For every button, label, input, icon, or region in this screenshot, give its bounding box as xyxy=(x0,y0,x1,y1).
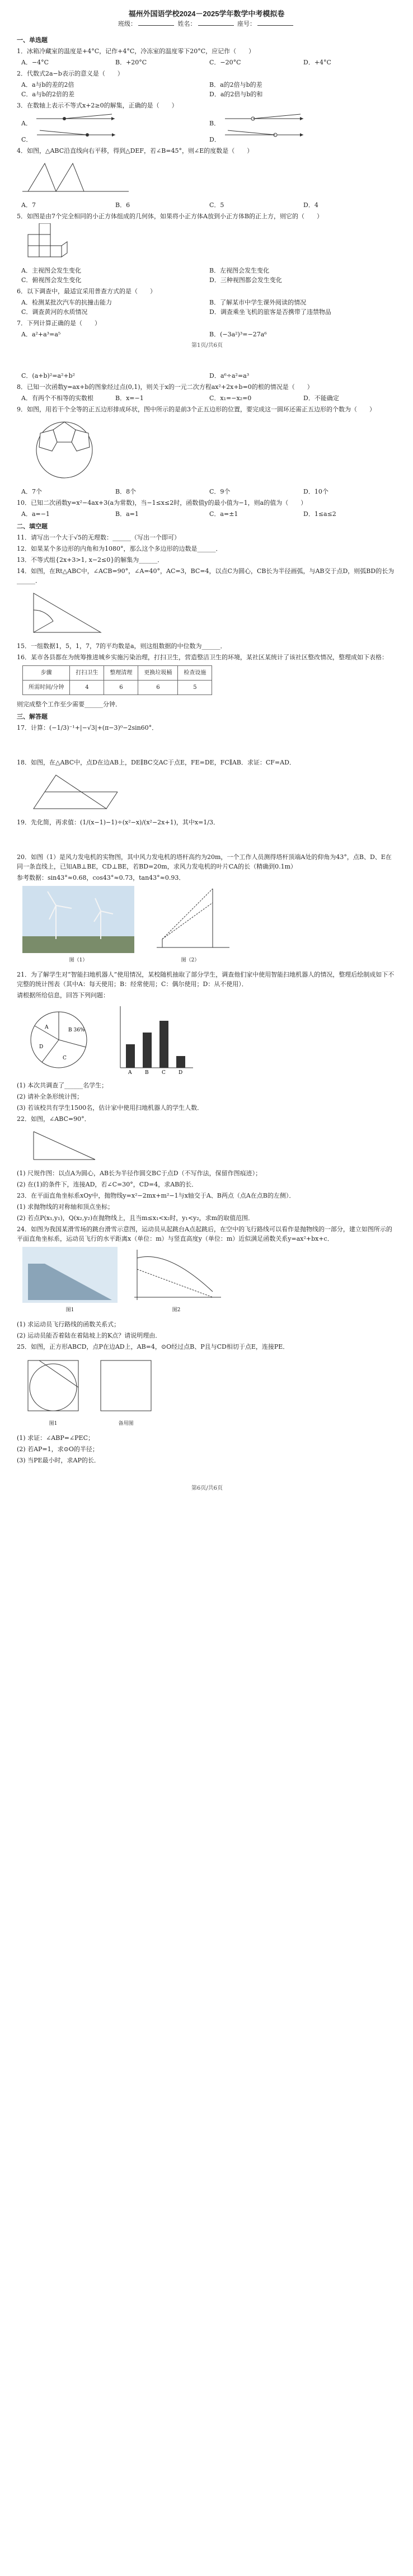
question-20-figures xyxy=(22,886,397,965)
square-circle-diagram xyxy=(22,1355,84,1416)
exam-title: 福州外国语学校2024－2025学年数学中考模拟卷 xyxy=(128,10,285,18)
id-label: 座号： xyxy=(237,20,256,27)
question-21-sub2: (2) 请补全条形统计图； xyxy=(17,1093,83,1100)
question-3-options xyxy=(21,112,397,144)
figure-caption: 图（1） xyxy=(69,958,88,963)
table-cell: 6 xyxy=(104,681,138,695)
question-2-options xyxy=(21,80,397,99)
option[interactable]: C．调查黄河的水质情况 xyxy=(21,308,88,316)
question-24-sub1: (1) 求运动员飞行路线的函数关系式； xyxy=(17,1321,120,1328)
option[interactable]: B．了解某市中学生课外阅读的情况 xyxy=(209,299,307,306)
section-solutions: 三、解答题 xyxy=(17,714,48,720)
bar-D xyxy=(176,1056,185,1068)
question-7: 7．下列计算正确的是（ ） xyxy=(17,320,101,327)
pie-label: A xyxy=(45,1025,49,1030)
bar-A xyxy=(126,1044,135,1068)
question-16: 16．某市各县都在为统筹推进城乡实施污染治理，打扫卫生，营造整洁卫生的环境，某社区某统计了该社区整改情况，整理成如下表格： xyxy=(17,654,388,661)
bar-B xyxy=(143,1033,152,1068)
wind-turbine-photo xyxy=(22,886,134,953)
option[interactable]: B． xyxy=(209,112,397,128)
question-15: 15．一组数据1，5，1，7，7的平均数是a，则这组数据的中位数为______． xyxy=(17,642,227,650)
pentagon-ring-figure xyxy=(22,416,106,484)
option[interactable]: A．有两个不相等的实数根 xyxy=(21,395,93,402)
question-10-options xyxy=(21,509,397,519)
option[interactable]: B．a的2倍与b的差 xyxy=(209,81,262,88)
question-9-options xyxy=(21,487,397,496)
option[interactable]: A．a²+a³=a⁵ xyxy=(21,331,61,338)
question-21: 21．为了解学生对“智能扫地机器人”使用情况，某校随机抽取了部分学生，调查他们家中使用智能扫地机器人的情况，整理后绘制成如下不完整的统计图表（其中A：每天使用；B：经常使用；C：偶尔使用；D：从不使用）． xyxy=(17,971,395,988)
student-info-line xyxy=(0,19,413,28)
ski-jump-graph-figure xyxy=(129,1247,224,1315)
option[interactable]: A．a与b的差的2倍 xyxy=(21,81,74,88)
question-24: 24．如图为我国某滑雪场的跳台滑雪示意图，运动员从起跳台A点起跳后，在空中的飞行路线可以看作是抛物线的一部分，建立如图所示的平面直角坐标系，运动员飞行的水平距离x（单位：m）与竖直高度y（单位：m）近似满足函数关系y=ax²+bx+c． xyxy=(17,1226,392,1242)
name-label: 姓名： xyxy=(177,20,196,27)
question-1: 1．冰箱冷藏室的温度是+4°C，记作+4°C，冷冻室的温度零下20°C，应记作（ ） xyxy=(17,48,255,55)
usage-bar-chart xyxy=(106,1003,196,1076)
table-row xyxy=(23,681,212,695)
option[interactable]: D．4 xyxy=(303,201,318,209)
question-25-figures xyxy=(22,1355,397,1429)
question-22: 22．如图，∠ABC=90°． xyxy=(17,1115,91,1123)
question-8: 8．已知一次函数y=ax+b的图象经过点(0,1)，则关于x的一元二次方程ax²+2x+b=0的根的情况是（ ） xyxy=(17,383,313,391)
question-9: 9．如图，用若干个全等的正五边形排成环状，图中所示的是前3个正五边形的位置，要完成这一圆环还需正五边形的个数为（ ） xyxy=(17,406,376,413)
question-23-sub2: (2) 若点P(x₁,y₁)，Q(x₂,y₂)在抛物线上，且当m≤x₁<x₂时，y₁<y₂，求m的取值范围． xyxy=(17,1214,255,1222)
wind-turbine-diagram xyxy=(146,886,235,953)
question-22-sub1: (1) 尺规作图：以点A为圆心，AB长为半径作圆交BC于点D（不写作法，保留作图痕迹）； xyxy=(17,1170,262,1177)
square-circle-figure xyxy=(22,1355,84,1429)
question-24-figures xyxy=(22,1247,397,1315)
question-20: 20．如图（1）是风力发电机的实物图，其中风力发电机的塔杆高约为20m，一个工作人员测得塔杆顶端A处的仰角为43°，点B、D、E在同一条直线上，已知AB⊥BE，CD⊥BE，若BD=20m，求风力发电机的叶片CA的长（精确到0.1m） xyxy=(17,853,392,870)
option[interactable]: C．俯视图会发生变化 xyxy=(21,276,82,284)
question-2: 2．代数式2a−b表示的意义是（ ） xyxy=(17,70,124,77)
option[interactable]: C．9个 xyxy=(209,488,231,495)
question-23: 23．在平面直角坐标系xOy中，抛物线y=x²−2mx+m²−1与x轴交于A、B两点（点A在点B的左侧）． xyxy=(17,1192,295,1199)
bar-tick-label: B xyxy=(145,1070,149,1076)
question-6-options xyxy=(21,298,397,317)
option[interactable]: A． xyxy=(21,112,209,128)
number-line-figure xyxy=(34,128,118,142)
bar-C xyxy=(159,1021,168,1068)
option[interactable]: C．x₁=−x₂=0 xyxy=(209,395,252,402)
option[interactable]: A．−4°C xyxy=(21,59,49,66)
question-21-prompt: 请根据所给信息，回答下列问题： xyxy=(17,992,109,999)
option[interactable]: B．(−3a²)³=−27a⁶ xyxy=(209,331,267,338)
ski-jump-photo-figure xyxy=(22,1247,118,1315)
name-blank[interactable] xyxy=(198,20,234,26)
option[interactable]: B．8个 xyxy=(115,488,137,495)
question-3: 3．在数轴上表示不等式x+2≥0的解集，正确的是（ ） xyxy=(17,102,178,109)
question-8-options xyxy=(21,393,397,403)
pie-label: C xyxy=(63,1055,67,1061)
table-row xyxy=(23,666,212,681)
question-1-options xyxy=(21,58,397,67)
option[interactable]: B．x=−1 xyxy=(115,395,144,402)
question-21-sub1: (1) 本次共调查了______名学生； xyxy=(17,1082,108,1089)
option[interactable]: C．−20°C xyxy=(209,59,241,66)
right-angle-figure xyxy=(22,1126,101,1165)
table-header-cell: 更换垃圾桶 xyxy=(138,666,178,681)
table-header-cell: 检查设施 xyxy=(178,666,212,681)
figure-caption: 图2 xyxy=(172,1307,181,1313)
wind-turbine-photo-figure xyxy=(22,886,134,965)
table-cell: 4 xyxy=(70,681,104,695)
option[interactable]: A．检测某批次汽车的抗撞击能力 xyxy=(21,299,112,306)
table-cell: 所需时间/分钟 xyxy=(23,681,70,695)
exam-content xyxy=(17,32,397,1493)
cleanup-steps-table xyxy=(22,665,212,695)
question-17: 17．计算：(−1/3)⁻¹+|−√3|+(π−3)⁰−2sin60°． xyxy=(17,724,158,731)
question-12: 12．如果某个多边形的内角和为1080°，那么这个多边形的边数是______． xyxy=(17,545,222,552)
wind-turbine-diagram-figure xyxy=(146,886,235,965)
option[interactable]: B．a=1 xyxy=(115,510,139,518)
parallelogram-triangle-figure xyxy=(22,769,123,814)
table-header-cell: 整理清理 xyxy=(104,666,138,681)
question-18: 18．如图，在△ABC中，点D在边AB上，DE∥BC交AC于点E，FE=DE，FC∥AB．求证：CF=AD． xyxy=(17,759,295,766)
question-25: 25．如图，正方形ABCD，点P在边AD上，AB=4，⊙O经过点B、P且与CD相切于点E，连接PE． xyxy=(17,1343,289,1350)
pie-label: D xyxy=(39,1044,44,1050)
question-22-sub2: (2) 在(1)的条件下，连接AD，若∠C=30°，CD=4，求AB的长． xyxy=(17,1181,198,1188)
ski-jump-graph xyxy=(129,1247,224,1303)
question-21-sub3: (3) 若该校共有学生1500名，估计家中使用扫地机器人的学生人数． xyxy=(17,1104,204,1111)
option[interactable]: B．左视图会发生变化 xyxy=(209,267,270,274)
option[interactable]: B．+20°C xyxy=(115,59,147,66)
question-21-figures xyxy=(22,1003,397,1076)
option[interactable]: C．a=±1 xyxy=(209,510,238,518)
question-10: 10．已知二次函数y=x²−4ax+3(a为常数)，当−1≤x≤2时，函数值y的最小值为−1，则a的值为（ ） xyxy=(17,499,307,506)
question-13: 13．不等式组{2x+3>1, x−2≤0}的解集为______． xyxy=(17,556,164,564)
page-footer: 第6页/共6页 xyxy=(191,1485,223,1491)
ski-jump-photo xyxy=(22,1247,118,1303)
usage-pie-chart xyxy=(22,1003,95,1076)
option[interactable]: A．7个 xyxy=(21,488,42,495)
question-5: 5．如图是由7个完全相同的小正方体组成的几何体，如果将小正方体A放到小正方体B的正上方，则它的（ ） xyxy=(17,213,323,220)
right-triangle-arc-figure xyxy=(22,588,112,638)
question-25-sub1: (1) 求证：∠ABP=∠PEC； xyxy=(17,1434,95,1442)
question-5-options xyxy=(21,266,397,285)
table-cell: 6 xyxy=(138,681,178,695)
number-line-figure xyxy=(222,128,306,142)
bar-tick-label: A xyxy=(128,1070,132,1076)
question-4-options xyxy=(21,200,397,210)
question-6: 6．以下调查中，最适宜采用普查方式的是（ ） xyxy=(17,288,156,295)
figure-caption: 图（2） xyxy=(181,958,200,963)
option[interactable]: C．a与b的2倍的差 xyxy=(21,91,75,98)
option[interactable]: A．7 xyxy=(21,201,36,209)
option[interactable]: D．a的2倍与b的和 xyxy=(209,91,263,98)
question-19: 19．先化简，再求值：(1/(x−1)−1)÷(x²−x)/(x²−2x+1)，其中x=1/3． xyxy=(17,819,219,826)
question-7-options-continued xyxy=(21,371,397,381)
section-single-choice: 一、单选题 xyxy=(17,37,48,44)
question-16-tail: 则完成整个工作至少需要______分钟． xyxy=(17,701,121,708)
option[interactable]: D．不能确定 xyxy=(303,395,339,402)
option[interactable]: D．+4°C xyxy=(303,59,331,66)
number-line-figure xyxy=(222,112,306,125)
option[interactable]: C．(a+b)²=a²+b² xyxy=(21,372,76,379)
class-label: 班级： xyxy=(118,20,137,27)
table-header-cell: 打扫卫生 xyxy=(70,666,104,681)
section-fill-in: 二、填空题 xyxy=(17,523,48,530)
question-11: 11．请写出一个大于√5的无理数：______（写出一个即可） xyxy=(17,534,181,541)
question-14: 14．如图，在Rt△ABC中，∠ACB=90°，∠A=40°，AC=3，BC=4，以点C为圆心，CB长为半径画弧，与AB交于点D，则弧BD的长为______． xyxy=(17,567,395,584)
triangle-translation-figure xyxy=(22,158,134,197)
table-header-cell: 步骤 xyxy=(23,666,70,681)
figure-caption: 图1 xyxy=(65,1307,74,1313)
option[interactable]: D． xyxy=(209,128,397,144)
question-7-options xyxy=(21,330,397,339)
question-20-reference: 参考数据：sin43°≈0.68，cos43°≈0.73，tan43°≈0.93． xyxy=(17,874,185,881)
option[interactable]: C． xyxy=(21,128,209,144)
option[interactable]: C．5 xyxy=(209,201,224,209)
question-24-sub2: (2) 运动员能否着陆在着陆坡上的K点？请说明理由． xyxy=(17,1332,162,1339)
page-footer: 第1页/共6页 xyxy=(191,342,223,349)
bar-tick-label: C xyxy=(162,1070,166,1076)
table-cell: 5 xyxy=(178,681,212,695)
square-spare-diagram xyxy=(95,1355,157,1416)
figure-caption: 图1 xyxy=(49,1421,58,1427)
id-blank[interactable] xyxy=(257,20,293,26)
option[interactable]: B．6 xyxy=(115,201,130,209)
class-blank[interactable] xyxy=(138,20,174,26)
option[interactable]: D．调查乘坐飞机的旅客是否携带了违禁物品 xyxy=(209,308,331,316)
option[interactable]: A．主视图会发生变化 xyxy=(21,267,81,274)
question-23-sub1: (1) 求抛物线的对称轴和顶点坐标； xyxy=(17,1203,114,1210)
option[interactable]: A．a=−1 xyxy=(21,510,50,518)
option[interactable]: D．a⁶÷a²=a³ xyxy=(209,372,250,379)
option[interactable]: D．10个 xyxy=(303,488,328,495)
figure-caption: 备用图 xyxy=(118,1421,134,1427)
square-spare-figure xyxy=(95,1355,157,1429)
question-4: 4．如图，△ABC沿直线向右平移，得到△DEF，若∠B=45°，则∠E的度数是（ ） xyxy=(17,147,254,154)
option[interactable]: D．1≤a≤2 xyxy=(303,510,336,518)
bar-tick-label: D xyxy=(179,1070,183,1076)
pie-label: B 36% xyxy=(68,1027,85,1033)
option[interactable]: D．三种视图都会发生变化 xyxy=(209,276,282,284)
question-25-sub3: (3) 当PE最小时，求AP的长． xyxy=(17,1457,100,1464)
cube-stack-figure xyxy=(22,223,84,262)
question-25-sub2: (2) 若AP=1，求⊙O的半径； xyxy=(17,1446,98,1453)
number-line-figure xyxy=(34,112,118,125)
